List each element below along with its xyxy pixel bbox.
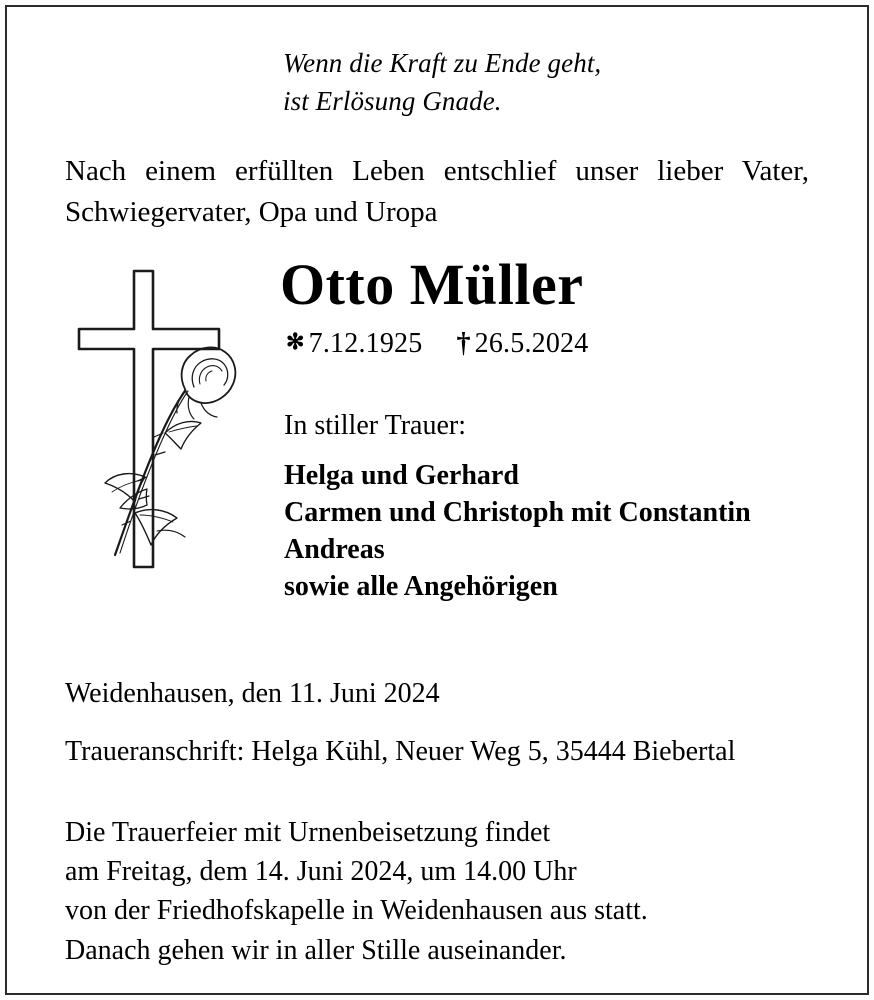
deceased-name: Otto Müller <box>280 251 584 317</box>
cross-with-rose-icon <box>73 263 248 593</box>
life-dates <box>280 328 809 360</box>
memorial-block <box>65 251 809 615</box>
intro-paragraph <box>65 151 809 233</box>
intro-line-1: Nach einem erfüllten Leben entschlief unser lieber Vater, <box>65 154 809 187</box>
place-and-date: Weidenhausen, den 11. Juni 2024 <box>65 677 440 709</box>
notice-content <box>7 7 867 993</box>
birth-date: 7.12.1925 <box>308 327 423 359</box>
epigraph-line-1: Wenn die Kraft zu Ende geht, <box>283 48 602 78</box>
service-line: am Freitag, dem 14. Juni 2024, um 14.00 Uhr <box>65 856 577 888</box>
service-line: von der Friedhofskapelle in Weidenhausen aus statt. <box>65 895 648 927</box>
service-line: Die Trauerfeier mit Urnenbeisetzung findet <box>65 816 551 848</box>
death-cross-icon: † <box>456 327 471 359</box>
epigraph-line-2: ist Erlösung Gnade. <box>283 85 502 116</box>
name-and-mourners <box>280 251 809 606</box>
birth-star-icon: ✻ <box>286 328 305 354</box>
mourning-address: Traueranschrift: Helga Kühl, Neuer Weg 5, 35444 Biebertal <box>65 735 736 767</box>
notice-border-frame <box>5 5 869 995</box>
mourners-list <box>280 458 809 606</box>
intro-line-2: Schwiegervater, Opa und Uropa <box>65 195 438 228</box>
mourning-heading: In stiller Trauer: <box>284 409 466 441</box>
list-item: Carmen und Christoph mit Constantin <box>284 497 751 529</box>
death-date: 26.5.2024 <box>474 327 589 359</box>
service-line: Danach gehen wir in aller Stille auseinander. <box>65 934 567 966</box>
service-details <box>65 813 809 970</box>
list-item: Helga und Gerhard <box>284 460 519 492</box>
list-item: Andreas <box>284 534 385 566</box>
list-item: sowie alle Angehörigen <box>284 571 558 603</box>
epigraph <box>65 45 809 121</box>
